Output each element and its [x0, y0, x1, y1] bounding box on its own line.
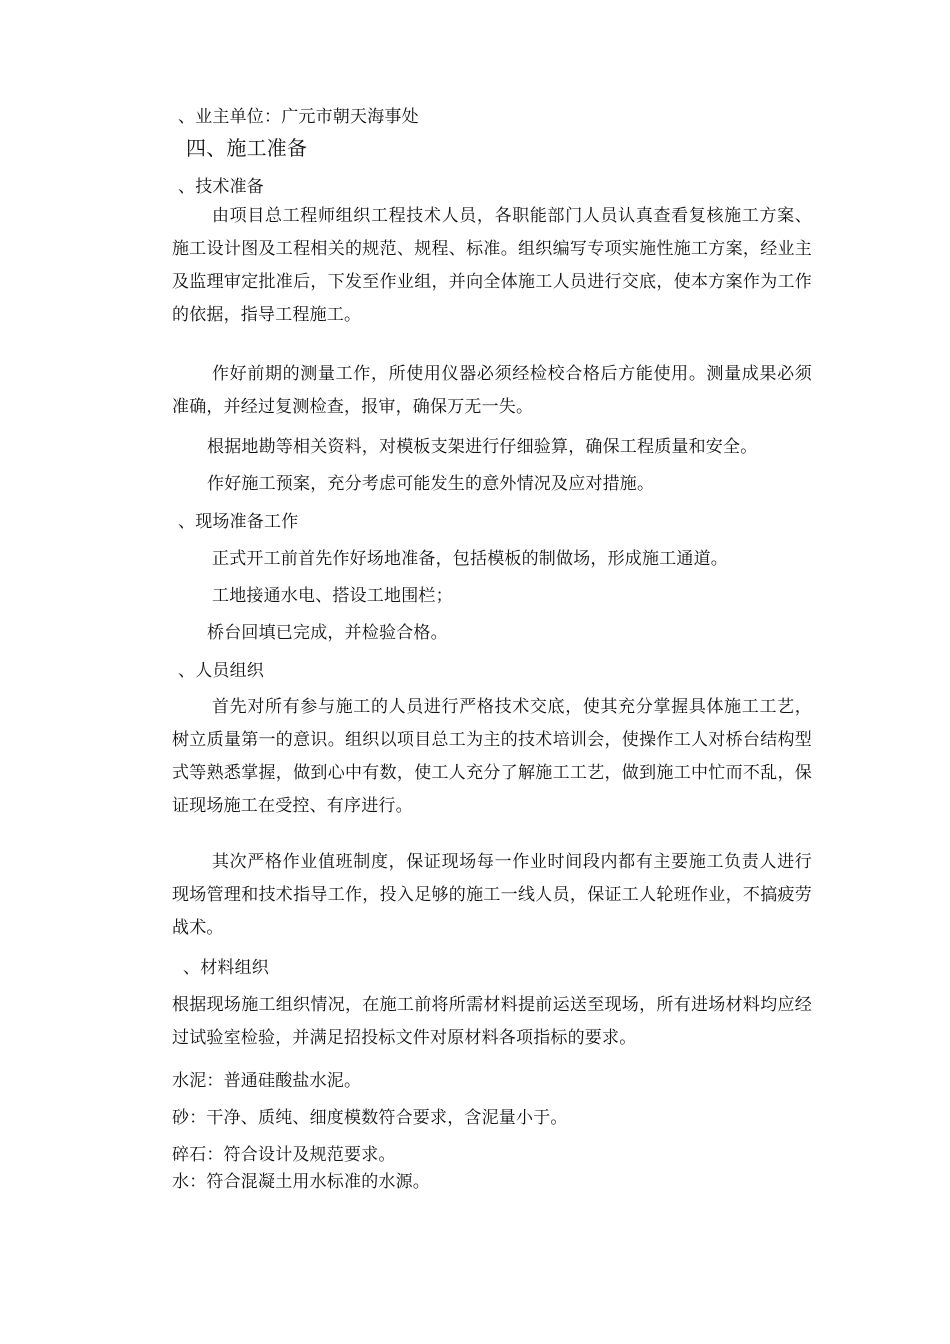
material-gravel: 碎石：符合设计及规范要求。: [172, 1145, 396, 1165]
site-prep-paragraph-3: 桥台回填已完成，并检验合格。: [207, 623, 448, 643]
site-prep-paragraph-1: 正式开工前首先作好场地准备，包括模板的制做场，形成施工通道。: [212, 549, 728, 569]
tech-prep-heading: 、技术准备: [178, 177, 264, 197]
section-title: 四、施工准备: [186, 136, 308, 160]
staff-paragraph-1: 首先对所有参与施工的人员进行严格技术交底，使其充分掌握具体施工工艺，树立质量第一的意识。组织以项目总工为主的技术培训会，使操作工人对桥台结构型式等熟悉掌握，做到心中有数，使工人充分了解施工工艺，做到施工中忙而不乱，保证现场施工在受控、有序进行。: [172, 697, 812, 816]
staff-heading: 、人员组织: [178, 661, 264, 681]
staff-paragraph-2: 其次严格作业值班制度，保证现场每一作业时间段内都有主要施工负责人进行现场管理和技术指导工作，投入足够的施工一线人员，保证工人轮班作业，不搞疲劳战术。: [172, 852, 812, 938]
tech-prep-paragraph-3: 根据地勘等相关资料，对模板支架进行仔细验算，确保工程质量和安全。: [207, 437, 758, 457]
tech-prep-paragraph-1: 由项目总工程师组织工程技术人员，各职能部门人员认真查看复核施工方案、施工设计图及工程相关的规范、规程、标准。组织编写专项实施性施工方案，经业主及监理审定批准后，下发至作业组，并向全体施工人员进行交底，使本方案作为工作的依据，指导工程施工。: [172, 206, 812, 325]
material-cement: 水泥：普通硅酸盐水泥。: [172, 1071, 362, 1091]
tech-prep-paragraph-2: 作好前期的测量工作，所使用仪器必须经检校合格后方能使用。测量成果必须准确，并经过复测检查，报审，确保万无一失。: [172, 364, 812, 417]
material-water: 水：符合混凝土用水标准的水源。: [172, 1172, 430, 1192]
material-sand: 砂：干净、质纯、细度模数符合要求，含泥量小于。: [172, 1108, 568, 1128]
owner-line: 、业主单位：广元市朝天海事处: [178, 107, 419, 127]
tech-prep-paragraph-4: 作好施工预案，充分考虑可能发生的意外情况及应对措施。: [207, 474, 655, 494]
site-prep-heading: 、现场准备工作: [178, 512, 299, 532]
materials-heading: 、材料组织: [183, 958, 269, 978]
materials-paragraph-1: 根据现场施工组织情况，在施工前将所需材料提前运送至现场，所有进场材料均应经过试验室检验，并满足招投标文件对原材料各项指标的要求。: [172, 995, 812, 1048]
site-prep-paragraph-2: 工地接通水电、搭设工地围栏；: [212, 586, 453, 606]
